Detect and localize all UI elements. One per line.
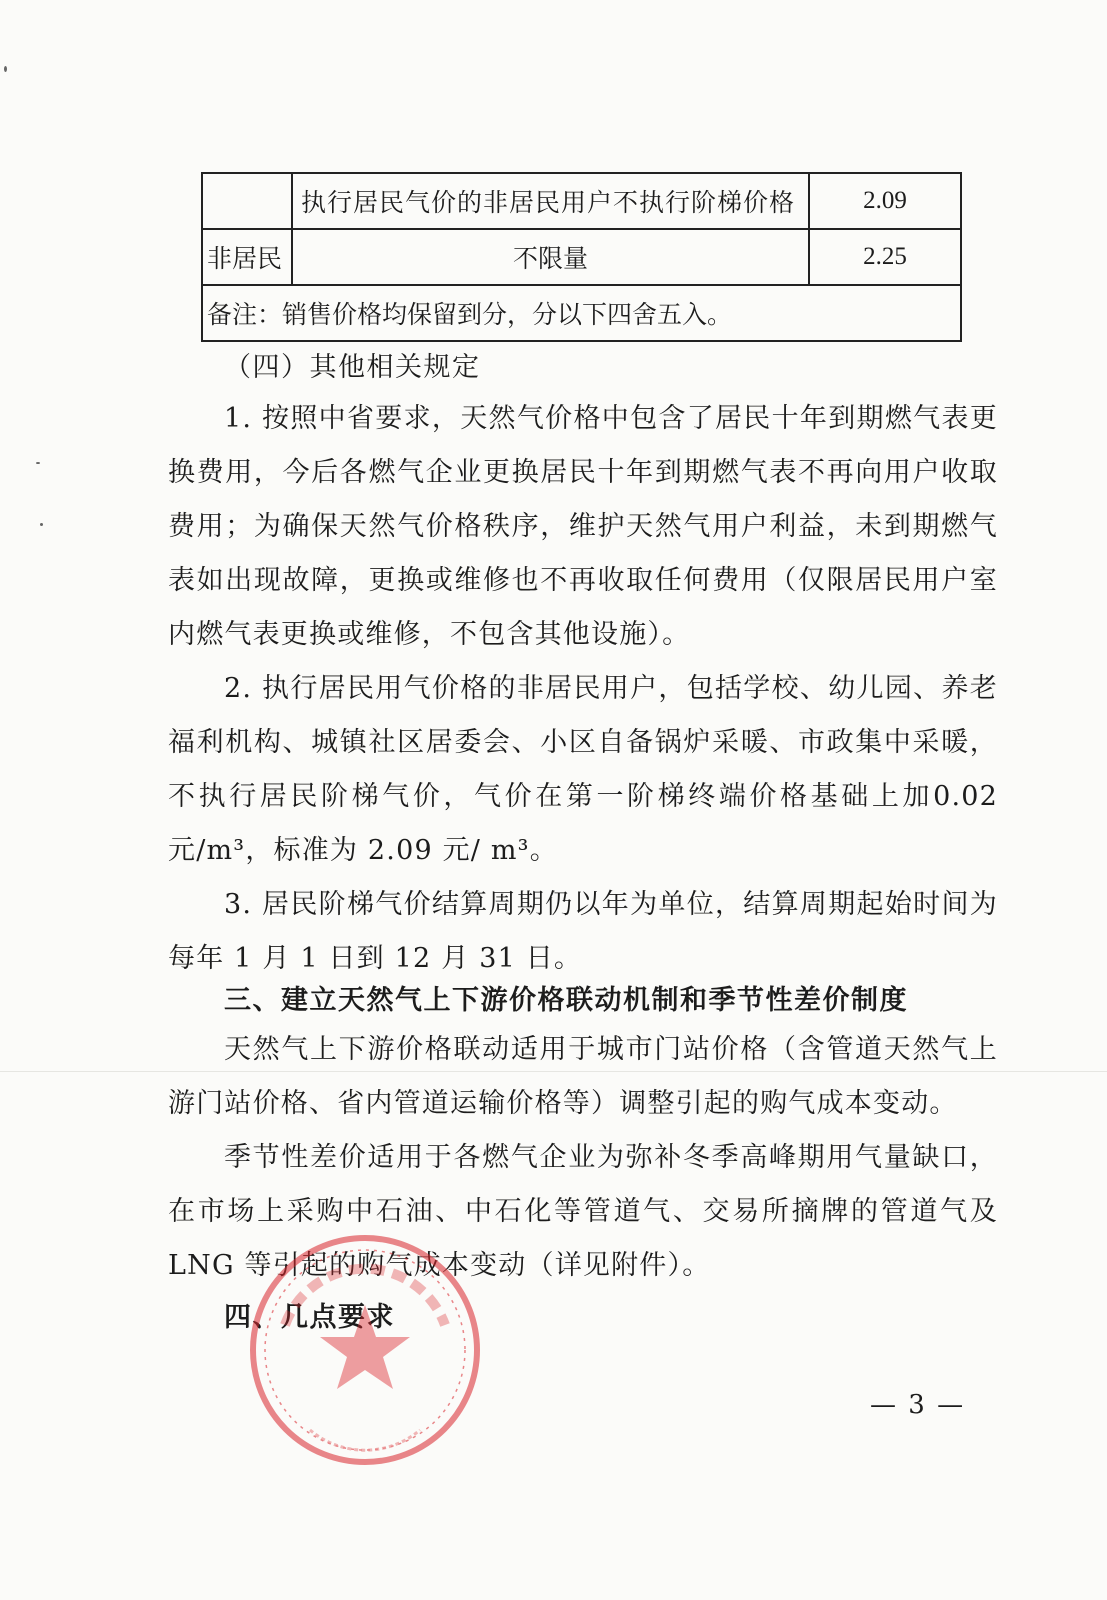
paragraph: 季节性差价适用于各燃气企业为弥补冬季高峰期用气量缺口，在市场上采购中石油、中石化等管道气、交易所摘牌的管道气及 LNG 等引起的购气成本变动（详见附件）。 [168,1142,998,1281]
scan-speck [4,66,7,72]
table-row [202,229,961,285]
scan-speck [40,523,43,526]
table-cell-description: 执行居民气价的非居民用户不执行阶梯价格 [292,173,809,229]
paragraph: 3. 居民阶梯气价结算周期仍以年为单位，结算周期起始时间为每年 1 月 1 日到 12 月 31 日。 [168,889,998,974]
section-subtitle: （四）其他相关规定 [224,352,481,383]
table-row [202,285,961,341]
table-cell-category: 非居民 [202,229,292,285]
page-number: — 3 — [870,1390,966,1420]
section-heading: 四、几点要求 [224,1302,395,1333]
table-cell-price: 2.09 [809,173,961,229]
official-seal-icon [240,1225,490,1475]
paragraph: 天然气上下游价格联动适用于城市门站价格（含管道天然气上游门站价格、省内管道运输价格等）调整引起的购气成本变动。 [168,1034,998,1119]
table-note: 备注：销售价格均保留到分，分以下四舍五入。 [202,285,961,341]
section-heading: 三、建立天然气上下游价格联动机制和季节性差价制度 [224,985,908,1016]
paragraph: 2. 执行居民用气价格的非居民用户，包括学校、幼儿园、养老福利机构、城镇社区居委会、小区自备锅炉采暖、市政集中采暖，不执行居民阶梯气价，气价在第一阶梯终端价格基础上加0.02 元/m³，标准为 2.09 元/ m³。 [168,673,998,866]
table-row [202,173,961,229]
rules-block [168,392,998,986]
table-cell-category [202,173,292,229]
price-table [201,172,962,342]
paragraph: 1. 按照中省要求，天然气价格中包含了居民十年到期燃气表更换费用，今后各燃气企业更换居民十年到期燃气表不再向用户收取费用；为确保天然气价格秩序，维护天然气用户利益，未到期燃气表如出现故障，更换或维修也不再收取任何费用（仅限居民用户室内燃气表更换或维修，不包含其他设施）。 [168,403,998,650]
table-cell-price: 2.25 [809,229,961,285]
scan-speck [36,462,40,464]
table-cell-description: 不限量 [292,229,809,285]
